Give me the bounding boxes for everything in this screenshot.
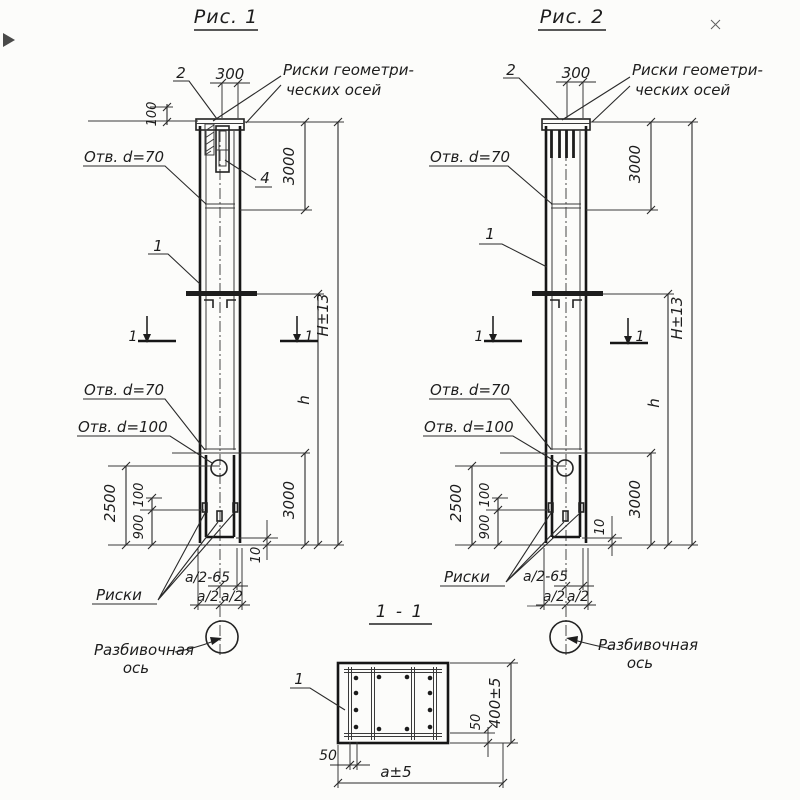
otv70-top-leader	[83, 166, 206, 204]
dim-h-label: h	[295, 395, 313, 405]
otv100-label: Отв. d=100	[78, 418, 168, 436]
cut-label-left: 1	[474, 329, 484, 345]
figure-2-title: Рис. 2	[539, 6, 605, 28]
hole-d100	[557, 460, 573, 476]
otv100-leader	[423, 436, 558, 463]
dim-100-top-label: 100	[145, 101, 160, 127]
riski-geom-leaders	[562, 77, 630, 122]
callout-1-leader	[148, 254, 200, 284]
cage-verticals	[349, 667, 437, 740]
otv70-bot-label: Отв. d=70	[430, 381, 511, 399]
dim-50-bottom-label: 50	[319, 748, 337, 764]
dim-2500-line	[122, 462, 130, 549]
dim-3000-top-line	[301, 118, 309, 214]
callout-1-leader	[479, 244, 547, 267]
dim-300-label: 300	[215, 65, 245, 83]
dim-3000-top-line	[647, 118, 655, 214]
reinforcement-cage	[344, 667, 442, 740]
otv100-label: Отв. d=100	[424, 418, 514, 436]
riski-geom-label-1: Риски геометри-	[283, 61, 414, 79]
dim-100-900-line	[148, 494, 156, 549]
dim-900-label: 900	[478, 514, 493, 540]
callout-1-label: 1	[153, 237, 163, 255]
callout-2-leader	[173, 81, 217, 119]
dim-100-bot-label: 100	[478, 482, 493, 508]
axis-label-1: Разбивочная	[93, 641, 195, 659]
cut-label-right: 1	[304, 329, 314, 345]
dim-a2-right-label: а/2	[220, 589, 244, 605]
axis-arrow-head	[566, 636, 578, 644]
dim-400-line	[507, 659, 515, 747]
axis-label-1: Разбивочная	[597, 636, 699, 654]
riski-geom-label-2: ческих осей	[286, 81, 382, 99]
cage-chords	[344, 670, 442, 737]
figure-1	[77, 6, 414, 677]
callout-2-leader	[503, 78, 559, 119]
riski-label: Риски	[96, 586, 142, 604]
otv70-bot-label: Отв. d=70	[84, 381, 165, 399]
otv70-top-label: Отв. d=70	[430, 148, 511, 166]
riski-label: Риски	[444, 568, 490, 586]
otv70-top-label: Отв. d=70	[84, 148, 165, 166]
hole-d100	[211, 460, 227, 476]
section-outer-rect	[338, 663, 448, 743]
dim-2500-label: 2500	[101, 483, 119, 523]
axis-circle	[206, 621, 238, 653]
dim-2500-line	[468, 462, 476, 549]
dim-50-right-label: 50	[469, 713, 484, 731]
riska-mark-center	[563, 511, 568, 521]
dim-a2-left-label: а/2	[542, 589, 566, 605]
dim-a2-right-label: а/2	[566, 589, 590, 605]
dim-a2-65-label: а/2-65	[523, 569, 569, 585]
dim-H-line	[688, 118, 696, 549]
riska-mark-center	[217, 511, 222, 521]
callout-4-label: 4	[260, 169, 270, 187]
dim-H-label: H±13	[668, 296, 686, 340]
dim-a2-65-label: а/2-65	[185, 570, 231, 586]
dim-3000-bot-label: 3000	[280, 480, 298, 520]
callout-1-label: 1	[485, 225, 495, 243]
dim-900-label: 900	[132, 514, 147, 540]
dim-300-label: 300	[561, 64, 591, 82]
axis-label-2: ось	[122, 659, 150, 677]
riski-geom-label-1: Риски геометри-	[632, 61, 763, 79]
dim-3000-top-label: 3000	[626, 144, 644, 184]
collar-flange	[186, 291, 257, 296]
embedded-element	[216, 126, 229, 172]
section-1-1	[290, 602, 518, 788]
x-mark	[711, 20, 720, 29]
collar-flange	[532, 291, 603, 296]
dim-2500-label: 2500	[447, 483, 465, 523]
column-top-cap	[542, 119, 590, 130]
dim-3000-bot-line	[647, 449, 655, 549]
otv100-leader	[77, 436, 212, 463]
section-cut-marks	[138, 316, 318, 343]
dim-10-label: 10	[249, 546, 264, 564]
dim-a-label: а±5	[380, 763, 412, 781]
callout-2-label: 2	[506, 61, 516, 79]
cut-label-left: 1	[128, 329, 138, 345]
section-title: 1 - 1	[375, 602, 425, 622]
dim-a-line	[334, 779, 507, 787]
dim-3000-bot-line	[301, 449, 309, 549]
dowel-bars	[552, 130, 574, 158]
callout-2-label: 2	[176, 64, 186, 82]
cut-label-right: 1	[635, 329, 645, 345]
otv70-top-leader	[429, 166, 552, 204]
dim-10-label: 10	[593, 518, 608, 536]
dim-100-900-line	[494, 494, 502, 549]
dim-H-label: H±13	[314, 293, 332, 337]
dim-h-label: h	[645, 398, 663, 408]
axis-label-2: ось	[626, 654, 654, 672]
rebar-dots	[354, 675, 433, 732]
dim-3000-top-label: 3000	[280, 146, 298, 186]
column-top-cap	[196, 119, 244, 130]
figure-2	[423, 6, 763, 672]
dim-100-top-line	[163, 103, 171, 126]
dim-3000-bot-label: 3000	[626, 479, 644, 519]
callout-1-label: 1	[294, 670, 304, 688]
dim-400-label: 400±5	[486, 677, 504, 729]
dim-a2-left-label: а/2	[196, 589, 220, 605]
riski-geom-label-2: ческих осей	[635, 81, 731, 99]
edge-mark	[3, 33, 15, 47]
dim-H-line	[334, 118, 342, 549]
figure-1-title: Рис. 1	[193, 6, 259, 28]
dim-100-bot-label: 100	[132, 482, 147, 508]
